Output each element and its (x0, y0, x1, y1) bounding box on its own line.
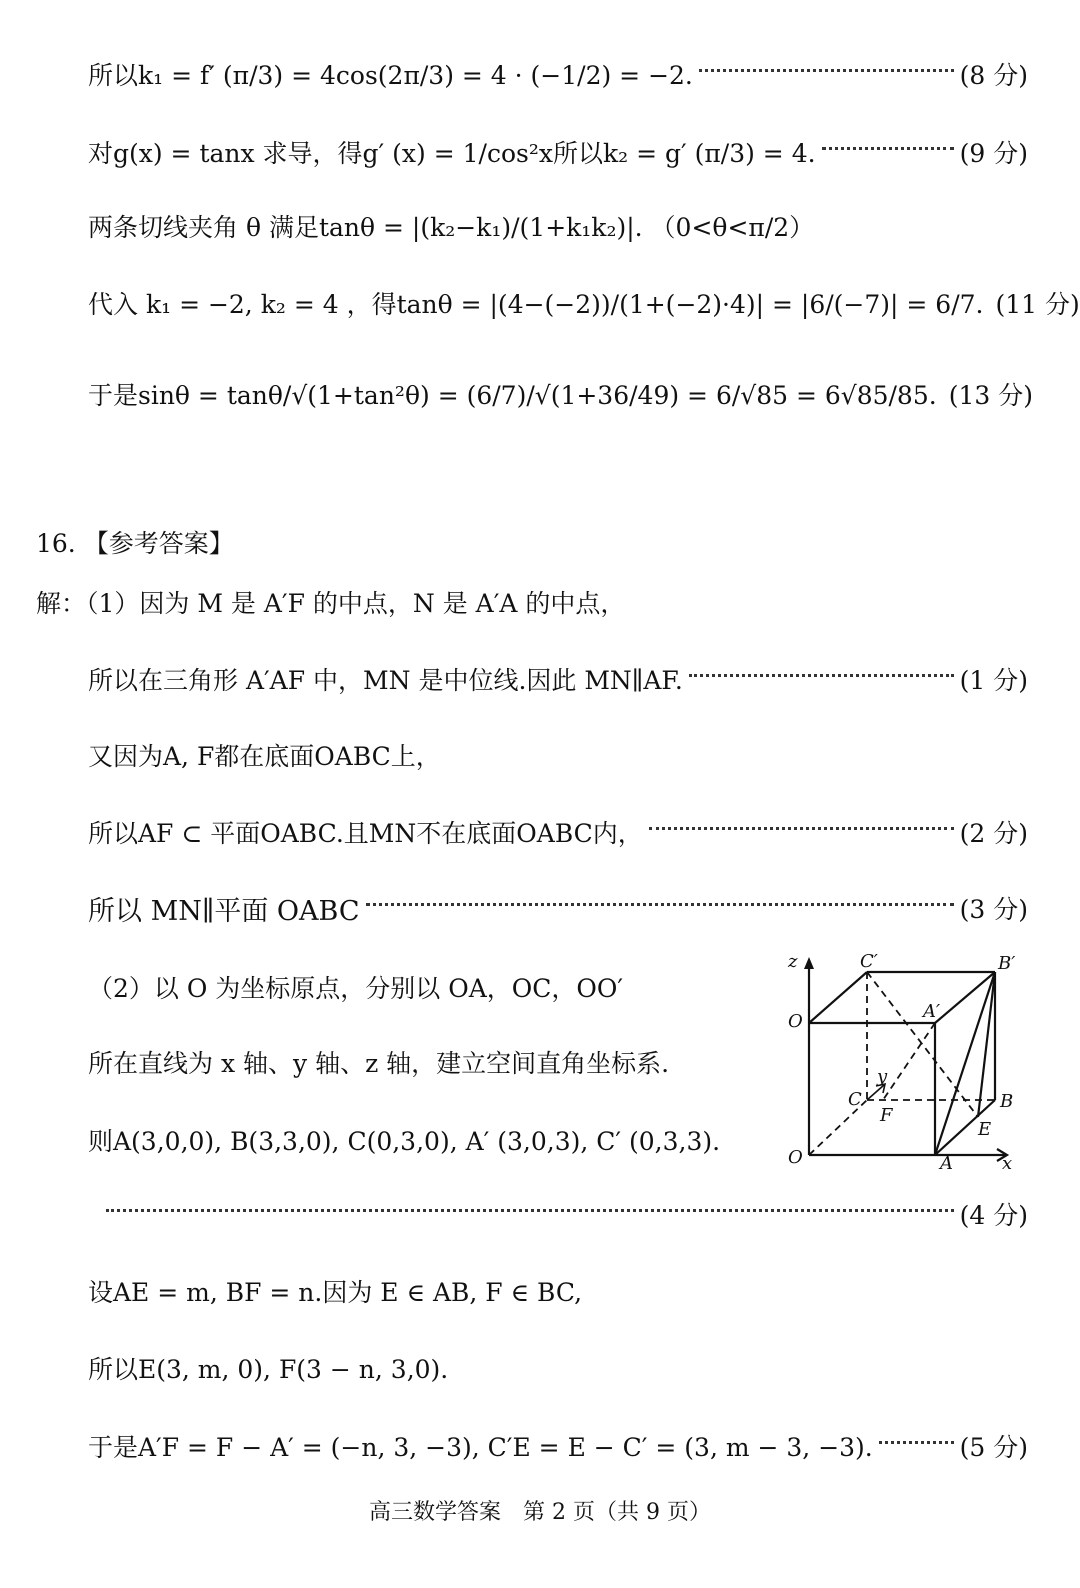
line-text: 所以k₁ = f′ (π/3) = 4cos(2π/3) = 4 · (−1/2) = −2. (88, 61, 693, 90)
cube-edges (804, 957, 1007, 1161)
cube-diagram (780, 945, 1030, 1180)
edge-O'C' (809, 972, 867, 1023)
score-points: (1 分) (959, 666, 1028, 695)
page-footer: 高三数学答案 第 2 页（共 9 页） (369, 1500, 711, 1525)
score-points: (8 分) (959, 61, 1028, 90)
solution-line-5 (88, 372, 1033, 416)
line-text: 两条切线夹角 θ 满足tanθ = |(k₂−k₁)/(1+k₁k₂)|. （0<θ<π/2） (88, 213, 815, 242)
score-points: (3 分) (959, 895, 1028, 924)
label-E: E (978, 1119, 992, 1140)
line-text: 于是sinθ = tanθ/√(1+tan²θ) = (6/7)/√(1+36/49) = 6/√85 = 6√85/85. (88, 381, 937, 410)
label-C: C (848, 1089, 862, 1110)
solution-line-15 (100, 1192, 1028, 1236)
leader-dots (822, 147, 954, 150)
segment-B'E (978, 972, 995, 1117)
segment-C'E (867, 972, 978, 1117)
solution-line-3 (88, 204, 1028, 248)
score-points: (4 分) (959, 1201, 1028, 1230)
solution-line-1 (88, 52, 1028, 96)
line-text: （2）以 O 为坐标原点，分别以 OA，OC，OO′ (88, 974, 624, 1003)
score-points: (5 分) (959, 1433, 1028, 1462)
label-x: x (1002, 1153, 1013, 1174)
solution-line-17 (88, 1346, 1028, 1390)
line-text: 所以E(3, m, 0), F(3 − n, 3,0). (88, 1355, 449, 1384)
solution-line-16 (88, 1269, 1028, 1313)
line-text: 设AE = m, BF = n.因为 E ∈ AB, F ∈ BC, (88, 1278, 583, 1307)
line-text: 所以在三角形 A′AF 中，MN 是中位线.因此 MN∥AF. (88, 666, 683, 695)
leader-dots (689, 674, 954, 677)
leader-dots (649, 827, 954, 830)
label-z: z (788, 951, 798, 972)
solution-line-14 (88, 1118, 760, 1162)
z-arrow-icon (804, 957, 814, 969)
line-text: 所以AF ⊂ 平面OABC.且MN不在底面OABC内， (88, 819, 643, 848)
line-text: 所以 MN∥平面 OABC (88, 895, 360, 927)
solution-line-10 (88, 810, 1028, 854)
label-C-prime: C′ (860, 951, 878, 972)
label-B-prime: B′ (998, 953, 1016, 974)
solution-line-2 (88, 130, 1028, 174)
leader-dots (366, 903, 954, 906)
solution-line-12 (88, 965, 760, 1009)
solution-line-18 (88, 1424, 1028, 1468)
line-text: 对g(x) = tanx 求导，得g′ (x) = 1/cos²x所以k₂ = g′ (π/3) = 4. (88, 139, 816, 168)
solution-line-8 (88, 657, 1028, 701)
line-text: 代入 k₁ = −2, k₂ = 4 ，得tanθ = |(4−(−2))/(1+(−2)·4)| = |6/(−7)| = 6/7. (88, 290, 984, 319)
label-y: y (877, 1066, 888, 1087)
label-B: B (1000, 1091, 1014, 1112)
leader-dots (879, 1441, 954, 1444)
heading-text: 16. 【参考答案】 (36, 529, 234, 558)
score-points: (11 分) (995, 290, 1080, 319)
score-points: (9 分) (959, 139, 1028, 168)
label-O-prime: O (788, 1011, 803, 1032)
score-points: (2 分) (959, 819, 1028, 848)
solution-line-4 (88, 281, 1080, 325)
line-text: 则A(3,0,0), B(3,3,0), C(0,3,0), A′ (3,0,3), C′ (0,3,3). (88, 1127, 721, 1156)
line-text: 又因为A, F都在底面OABC上， (88, 742, 441, 771)
label-F: F (880, 1105, 893, 1126)
label-A-prime: A′ (923, 1001, 941, 1022)
solution-line-7 (36, 580, 1028, 624)
question-heading (36, 520, 1028, 564)
solution-line-13 (88, 1040, 760, 1084)
line-text: 于是A′F = F − A′ = (−n, 3, −3), C′E = E − C′ = (3, m − 3, −3). (88, 1433, 873, 1462)
solution-line-9 (88, 733, 1028, 777)
label-A: A (940, 1153, 953, 1174)
label-O: O (788, 1147, 803, 1168)
solution-line-11 (88, 886, 1028, 930)
y-axis (867, 1085, 884, 1100)
line-text: 解：（1）因为 M 是 A′F 的中点，N 是 A′A 的中点， (36, 589, 626, 618)
segment-A'F (883, 1023, 935, 1100)
line-text: 所在直线为 x 轴、y 轴、z 轴，建立空间直角坐标系. (88, 1049, 670, 1078)
score-points: (13 分) (948, 381, 1033, 410)
leader-dots (106, 1209, 954, 1212)
leader-dots (699, 69, 954, 72)
